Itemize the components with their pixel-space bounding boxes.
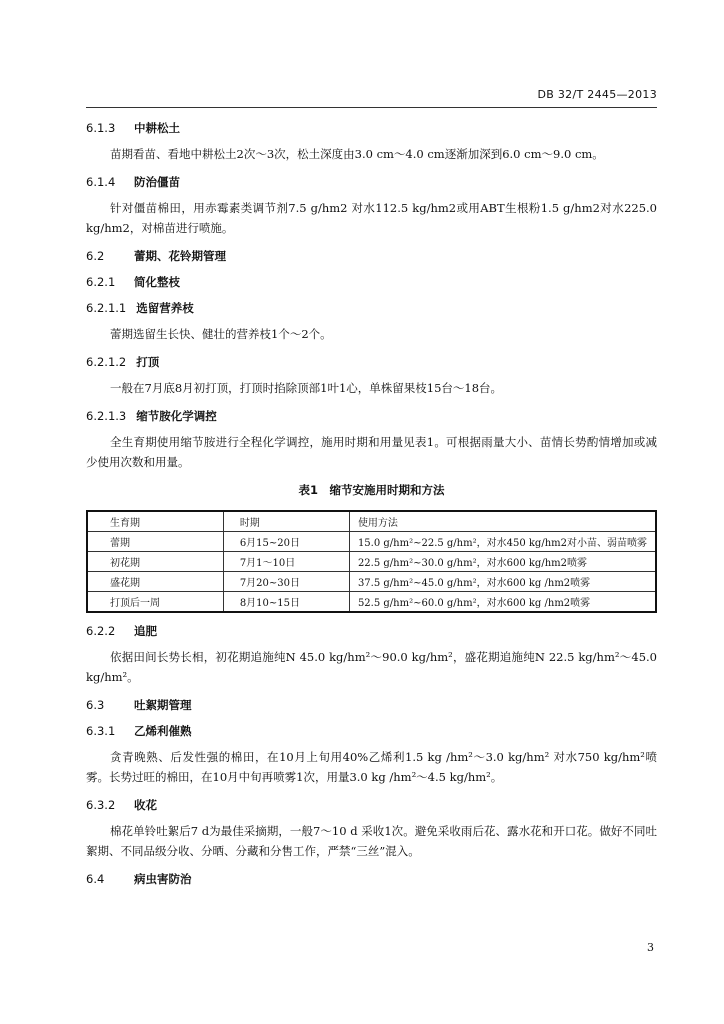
table-cell: 初花期 [87, 552, 223, 572]
section-number: 6.3 [86, 698, 105, 712]
section-title: 收花 [134, 798, 157, 812]
table-cell: 7月1～10日 [223, 552, 349, 572]
table-cell: 15.0 g/hm²~22.5 g/hm²，对水450 kg/hm2对小苗、弱苗喷雾 [349, 532, 656, 552]
section-heading [86, 352, 657, 372]
section-number: 6.3.1 [86, 724, 116, 738]
table-cell: 52.5 g/hm²~60.0 g/hm²，对水600 kg /hm2喷雾 [349, 592, 656, 613]
section-heading [86, 298, 657, 318]
section-title: 病虫害防治 [134, 872, 192, 886]
section-heading [86, 869, 657, 889]
section-heading [86, 118, 657, 138]
section-paragraph: 蕾期选留生长快、健壮的营养枝1个～2个。 [110, 327, 332, 341]
section-heading [86, 406, 657, 426]
section-heading [86, 795, 657, 815]
table-row [87, 532, 656, 552]
section-title: 中耕松土 [134, 121, 180, 135]
table-header-cell: 时期 [223, 511, 349, 532]
table-header-cell: 生育期 [87, 511, 223, 532]
section-paragraph: 棉花单铃吐絮后7 d为最佳采摘期，一般7～10 d 采收1次。避免采收雨后花、露水花和开口花。做好不同吐絮期、不同品级分收、分晒、分藏和分售工作，严禁“三丝”混入。 [86, 824, 657, 858]
section-number: 6.2 [86, 249, 105, 263]
table-header-cell: 使用方法 [349, 511, 656, 532]
table-cell: 8月10~15日 [223, 592, 349, 613]
section-title: 蕾期、花铃期管理 [134, 249, 226, 263]
table-cell: 7月20~30日 [223, 572, 349, 592]
section-paragraph: 依据田间长势长相，初花期追施纯N 45.0 kg/hm²～90.0 kg/hm²，盛花期追施纯N 22.5 kg/hm²～45.0 kg/hm²。 [86, 650, 657, 684]
table-row [87, 572, 656, 592]
section-number: 6.4 [86, 872, 105, 886]
section-number: 6.1.3 [86, 121, 116, 135]
section-number: 6.2.1.1 [86, 301, 127, 315]
section-title: 防治僵苗 [134, 175, 180, 189]
sections-after-table [86, 621, 657, 895]
table-cell: 37.5 g/hm²~45.0 g/hm²，对水600 kg /hm2喷雾 [349, 572, 656, 592]
section-heading [86, 246, 657, 266]
table-cell: 盛花期 [87, 572, 223, 592]
section-title: 打顶 [136, 355, 160, 369]
section-heading [86, 621, 657, 641]
section-title: 缩节胺化学调控 [136, 409, 217, 423]
section-heading [86, 695, 657, 715]
table-title: 表1 缩节安施用时期和方法 [298, 483, 445, 497]
table-row [87, 592, 656, 613]
table-cell: 6月15~20日 [223, 532, 349, 552]
section-paragraph: 贪青晚熟、后发性强的棉田，在10月上旬用40%乙烯利1.5 kg /hm²～3.0 kg/hm² 对水750 kg/hm²喷雾。长势过旺的棉田，在10月中旬再喷雾1次，用量3.0 kg /hm²～4.5 kg/hm²。 [86, 750, 657, 784]
table-cell: 打顶后一周 [87, 592, 223, 613]
section-title: 选留营养枝 [136, 301, 194, 315]
sections-before-table [86, 118, 657, 472]
table-header-row [87, 511, 656, 532]
section-heading [86, 172, 657, 192]
section-heading [86, 721, 657, 741]
section-number: 6.2.1.2 [86, 355, 127, 369]
section-number: 6.2.2 [86, 624, 116, 638]
section-number: 6.1.4 [86, 175, 116, 189]
document-id: DB 32/T 2445—2013 [537, 88, 657, 101]
table-cell: 蕾期 [87, 532, 223, 552]
table-cell: 22.5 g/hm²~30.0 g/hm²，对水600 kg/hm2喷雾 [349, 552, 656, 572]
table-row [87, 552, 656, 572]
section-paragraph: 一般在7月底8月初打顶，打顶时掐除顶部1叶1心，单株留果枝15台～18台。 [110, 381, 503, 395]
section-title: 简化整枝 [134, 275, 180, 289]
section-paragraph: 全生育期使用缩节胺进行全程化学调控，施用时期和用量见表1。可根据雨量大小、苗情长势酌情增加或减少使用次数和用量。 [86, 435, 657, 469]
page-content [86, 118, 657, 895]
section-title: 追肥 [134, 624, 157, 638]
dosage-table [86, 510, 657, 613]
section-title: 乙烯利催熟 [134, 724, 192, 738]
section-number: 6.3.2 [86, 798, 116, 812]
section-paragraph: 针对僵苗棉田，用赤霉素类调节剂7.5 g/hm2 对水112.5 kg/hm2或用ABT生根粉1.5 g/hm2对水225.0 kg/hm2，对棉苗进行喷施。 [86, 201, 657, 235]
section-number: 6.2.1.3 [86, 409, 127, 423]
section-title: 吐絮期管理 [134, 698, 192, 712]
page-number: 3 [647, 941, 654, 954]
section-number: 6.2.1 [86, 275, 116, 289]
section-paragraph: 苗期看苗、看地中耕松土2次～3次，松土深度由3.0 cm～4.0 cm逐渐加深到6.0 cm～9.0 cm。 [110, 147, 604, 161]
section-heading [86, 272, 657, 292]
header-divider [86, 107, 657, 108]
